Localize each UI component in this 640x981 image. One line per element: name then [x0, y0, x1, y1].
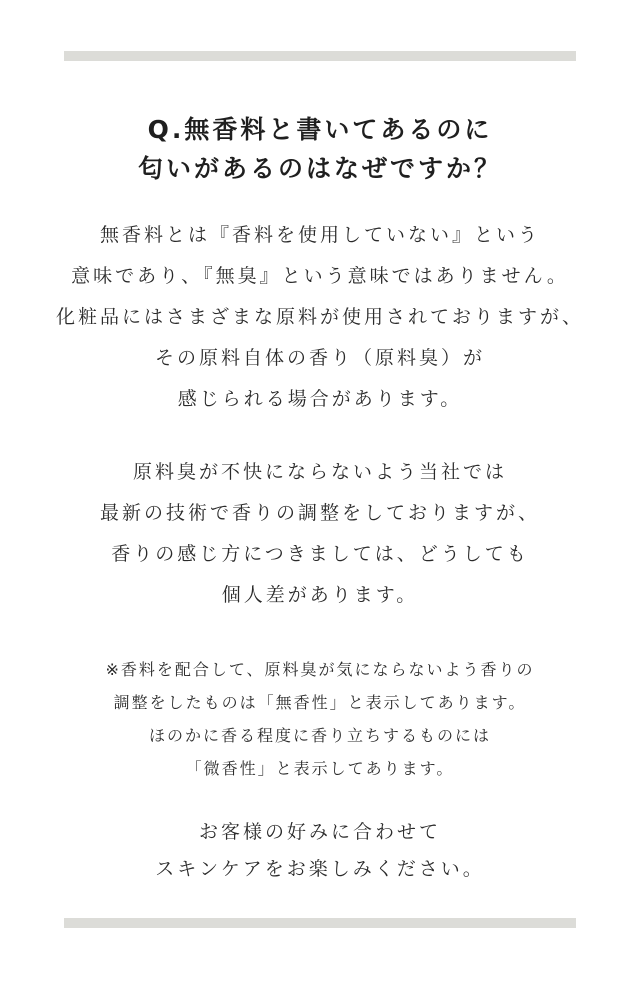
closing-message: [0, 814, 640, 888]
answer-paragraph-1: [0, 215, 640, 420]
title-line-1: Q.無香料と書いてあるのに: [147, 115, 493, 144]
paragraph-line: 化粧品にはさまざまな原料が使用されておりますが、: [55, 306, 584, 328]
note-line: 「微香性」と表示してあります。: [185, 759, 455, 778]
paragraph-line: 原料臭が不快にならないよう当社では: [132, 461, 507, 483]
paragraph-line: 最新の技術で香りの調整をしておりますが、: [99, 502, 540, 524]
paragraph-line: 個人差があります。: [221, 584, 419, 606]
top-divider-bar: [64, 51, 576, 61]
fragrance-note: [0, 653, 640, 785]
title-line-2: 匂いがあるのはなぜですか？: [137, 154, 502, 183]
answer-paragraph-2: [0, 452, 640, 616]
faq-question-title: [0, 110, 640, 188]
bottom-divider-bar: [64, 918, 576, 928]
closing-line: スキンケアをお楽しみください。: [155, 858, 485, 880]
closing-line: お客様の好みに合わせて: [198, 821, 441, 843]
paragraph-line: 香りの感じ方につきましては、どうしても: [111, 543, 529, 565]
paragraph-line: 感じられる場合があります。: [177, 388, 463, 410]
paragraph-line: 無香料とは『香料を使用していない』という: [99, 224, 540, 246]
note-line: ※香料を配合して、原料臭が気にならないよう香りの: [105, 660, 535, 679]
note-line: ほのかに香る程度に香り立ちするものには: [148, 726, 491, 745]
paragraph-line: 意味であり、『無臭』という意味ではありません。: [71, 265, 569, 287]
paragraph-line: その原料自体の香り（原料臭）が: [154, 347, 485, 369]
note-line: 調整をしたものは「無香性」と表示してあります。: [113, 693, 527, 712]
